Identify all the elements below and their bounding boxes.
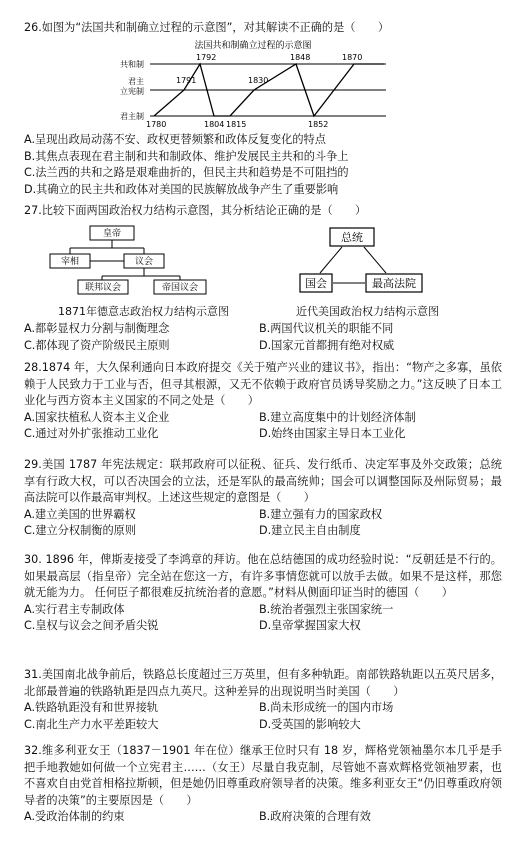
q31-option-d[interactable]: D.受英国的影响较大 (259, 717, 361, 731)
q27-germany-caption: 1871年德意志政治权力结构示意图 (58, 305, 229, 318)
q26-diagram-title: 法国共和制确立过程的示意图 (194, 41, 312, 51)
q30-option-d[interactable]: D.皇帝掌握国家大权 (259, 619, 361, 632)
q26-year-1804: 1804 (204, 120, 225, 129)
q28-option-a[interactable]: A.国家扶植私人资本主义企业 (24, 410, 170, 424)
question-31 (24, 667, 502, 733)
q31-option-c[interactable]: C.南北生产力水平差距较大 (24, 717, 159, 731)
q26-year-1870: 1870 (342, 53, 363, 62)
q30-stem: 30. 1896 年，俾斯麦接受了李鸿章的拜访。他在总结德国的成功经验时说：“反朝廷是不行的。如果最高层（指皇帝）完全站在您这一方，有许多事情您就可以放手去做。如果不是这样，那您就无能为力。 任何臣子都很难反抗统治者的意愿。”材料从侧面印证当时的德国（ ） (24, 553, 502, 599)
q26-year-1791: 1791 (176, 76, 197, 85)
congress-label: 国会 (305, 277, 327, 290)
question-28 (24, 360, 502, 443)
bundesrat-label: 联邦议会 (84, 283, 122, 293)
president-congress-link (320, 247, 342, 273)
chancellor-label: 宰相 (60, 257, 80, 267)
q26-year-1815: 1815 (226, 120, 247, 129)
emperor-label: 皇帝 (102, 229, 122, 239)
q31-option-a[interactable]: A.铁路轨距没有和世界接轨 (24, 701, 159, 714)
reichstag-label: 帝国议会 (161, 283, 199, 293)
q29-option-d[interactable]: D.建立民主自由制度 (259, 524, 361, 537)
q27-usa-caption: 近代美国政治权力结构示意图 (296, 305, 439, 318)
q26-option-b[interactable]: B.其焦点表现在君主制和共和制政体、维护发展民主共和的斗争上 (24, 149, 349, 163)
supreme-court-label: 最高法院 (372, 277, 416, 290)
q26-option-c[interactable]: C.法兰西的共和之路是艰难曲折的，但民主共和趋势是不可阻挡的 (24, 166, 349, 179)
q26-option-a[interactable]: A.呈现出政局动荡不安、政权更替频繁和政体反复变化的特点 (24, 133, 326, 146)
q28-option-b[interactable]: B.建立高度集中的计划经济体制 (259, 410, 416, 424)
president-court-link (364, 247, 386, 273)
parliament-label: 议会 (134, 257, 154, 267)
q28-option-c[interactable]: C.通过对外扩张推动工业化 (24, 427, 159, 440)
q30-option-a[interactable]: A.实行君主专制政体 (24, 602, 125, 616)
q30-option-b[interactable]: B.统治者强烈主张国家统一 (259, 602, 394, 616)
q26-year-1780: 1780 (146, 120, 167, 129)
q30-option-c[interactable]: C.皇权与议会之间矛盾尖锐 (24, 619, 159, 632)
q29-option-c[interactable]: C.建立分权制衡的原则 (24, 524, 137, 537)
q26-stem: 26.如图为“法国共和制确立过程的示意图”，对其解读不正确的是（ ） (24, 21, 390, 34)
q26-row-label-republic: 共和制 (120, 60, 144, 69)
question-30 (24, 552, 502, 635)
q26-row-label-constitutional-2: 立宪制 (120, 87, 144, 96)
q29-stem: 29.美国 1787 年宪法规定：联邦政府可以征税、征兵、发行纸币、决定军事及外交政策；总统享有行政大权，可以否决国会的立法，还是军队的最高统帅；国会可以调整国际及州际贸易；最高法院可以作最高审判权。上述这些规定的意图是（ ） (24, 458, 502, 504)
q26-year-1852: 1852 (308, 120, 329, 129)
q26-year-1792: 1792 (196, 53, 217, 62)
q26-year-1848: 1848 (290, 53, 311, 62)
q27-option-c[interactable]: C.都体现了资产阶级民主原则 (24, 338, 170, 352)
q26-year-1830: 1830 (248, 76, 269, 85)
q26-row-label-monarchy: 君主制 (120, 112, 144, 121)
question-26-options (24, 132, 502, 198)
q29-option-a[interactable]: A.建立美国的世界霸权 (24, 507, 136, 521)
q27-option-b[interactable]: B.两国代议机关的职能不同 (259, 322, 394, 335)
question-27-options (24, 321, 502, 354)
president-label: 总统 (341, 231, 363, 244)
q27-option-d[interactable]: D.国家元首都拥有绝对权威 (259, 338, 395, 352)
q26-row-label-constitutional: 君主 (128, 77, 144, 86)
question-32 (24, 743, 502, 826)
question-26 (24, 20, 502, 37)
question-27 (24, 203, 502, 220)
q28-option-d[interactable]: D.始终由国家主导日本工业化 (259, 427, 406, 440)
q27-germany-diagram (40, 224, 210, 299)
q26-diagram (118, 40, 388, 130)
q26-option-d[interactable]: D.其确立的民主共和政体对美国的民族解放战争产生了重要影响 (24, 182, 339, 196)
q32-option-b[interactable]: B.政府决策的合理有效 (259, 810, 371, 823)
q31-option-b[interactable]: B.尚未形成统一的国内市场 (259, 701, 394, 714)
q32-stem: 32.维多利亚女王（1837－1901 年在位）继承王位时只有 18 岁，辉格党领袖墨尔本几乎是手把手地教她如何做一个立宪君主……（女王）尽量自我克制，尽管她不喜欢辉格党领袖罗素，也不喜欢自由党首相格拉斯顿，但是她仍旧尊重政府领导者的决策。维多利亚女王“仍旧尊重政府领导者的决策”的主要原因是（ ） (24, 744, 502, 807)
question-29 (24, 457, 502, 540)
q31-stem: 31.美国南北战争前后，铁路总长度超过三万英里，但有多种轨距。南部铁路轨距以五英尺居多，北部最普遍的铁路轨距是四点九英尺。这种差异的出现说明当时美国（ ） (24, 668, 502, 698)
q29-option-b[interactable]: B.建立强有力的国家政权 (259, 507, 383, 521)
q28-stem: 28.1874 年，大久保利通向日本政府提交《关于殖产兴业的建议书》，指出：“物产之多寡，虽依赖于人民致力于工业与否，但寻其根源，又无不依赖于政府官员诱导奖励之力。”这反映了日本工业化与西方资本主义国家的不同之处是（ ） (24, 361, 502, 407)
q27-stem: 27.比较下面两国政治权力结构示意图，其分析结论正确的是（ ） (24, 204, 367, 217)
q32-option-a[interactable]: A.受政治体制的约束 (24, 810, 125, 823)
q27-usa-diagram (290, 226, 430, 298)
q27-option-a[interactable]: A.都彰显权力分割与制衡理念 (24, 322, 170, 335)
